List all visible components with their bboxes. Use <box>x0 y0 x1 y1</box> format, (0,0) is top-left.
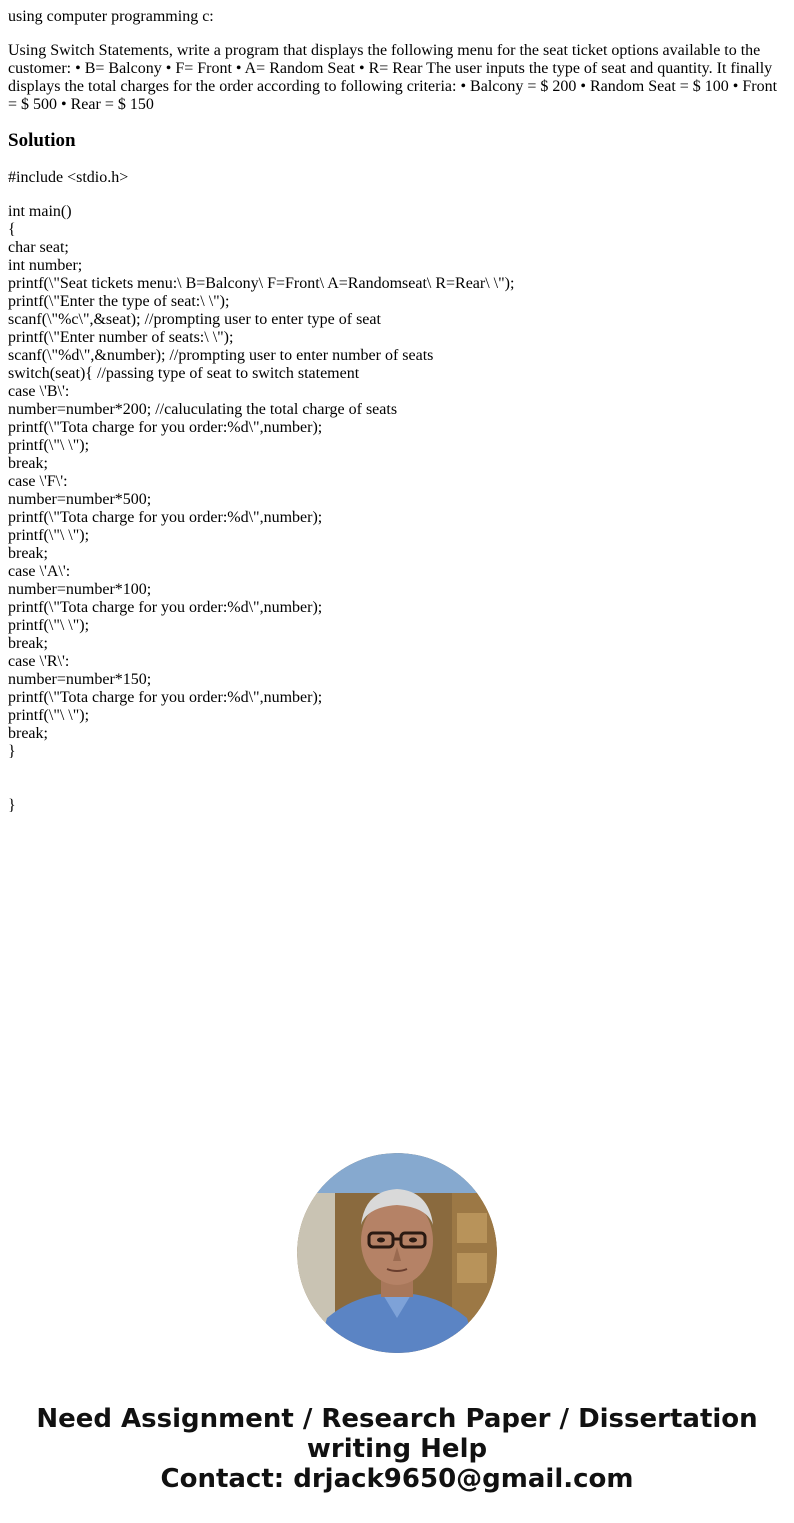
code-line: printf(\"Seat tickets menu:\ B=Balcony\ F=Front\ A=Randomseat\ R=Rear\ \"); <box>8 275 515 292</box>
code-line: } <box>8 743 16 760</box>
code-line: printf(\"Tota charge for you order:%d\",number); <box>8 689 323 706</box>
footer-line-1: Need Assignment / Research Paper / Dissertation <box>36 1404 758 1434</box>
footer-promo <box>0 1404 794 1494</box>
code-line: printf(\"\ \"); <box>8 707 90 724</box>
code-line: int main() <box>8 203 72 220</box>
author-photo-icon <box>297 1153 497 1353</box>
code-line: switch(seat){ //passing type of seat to switch statement <box>8 365 360 382</box>
code-line: printf(\"Enter the type of seat:\ \"); <box>8 293 230 310</box>
code-line: printf(\"Enter number of seats:\ \"); <box>8 329 234 346</box>
code-line: case \'R\': <box>8 653 70 670</box>
code-line: case \'B\': <box>8 383 70 400</box>
code-line: case \'A\': <box>8 563 71 580</box>
code-line: printf(\"\ \"); <box>8 527 90 544</box>
code-line: scanf(\"%d\",&number); //prompting user to enter number of seats <box>8 347 434 364</box>
code-line: printf(\"Tota charge for you order:%d\",number); <box>8 509 323 526</box>
blank-line <box>8 779 786 797</box>
code-line: { <box>8 221 16 238</box>
blank-line <box>8 761 786 779</box>
code-line: number=number*150; <box>8 671 152 688</box>
question-body: Using Switch Statements, write a program that displays the following menu for the seat ticket options available to the customer: • B= Balcony • F= Front • A= Random Seat • R= Rear The user inputs the type of seat and quantity. It finally displays the total charges for the order according to following criteria: • Balcony = $ 200 • Random Seat = $ 100 • Front = $ 500 • Rear = $ 150 <box>8 42 778 113</box>
solution-heading: Solution <box>8 130 76 151</box>
code-line: printf(\"Tota charge for you order:%d\",number); <box>8 419 323 436</box>
code-line: number=number*100; <box>8 581 152 598</box>
footer-line-2: writing Help <box>306 1434 488 1464</box>
code-line: int number; <box>8 257 83 274</box>
code-line: number=number*200; //caluculating the total charge of seats <box>8 401 398 418</box>
code-line: printf(\"Tota charge for you order:%d\",number); <box>8 599 323 616</box>
code-block <box>8 203 786 761</box>
code-line: scanf(\"%c\",&seat); //prompting user to enter type of seat <box>8 311 381 328</box>
code-line: char seat; <box>8 239 69 256</box>
code-line: break; <box>8 635 48 652</box>
avatar <box>297 1153 497 1353</box>
code-line: break; <box>8 455 48 472</box>
code-line: break; <box>8 725 48 742</box>
code-line: printf(\"\ \"); <box>8 437 90 454</box>
closing-brace: } <box>8 797 16 814</box>
include-line: #include <stdio.h> <box>8 169 129 186</box>
code-line: number=number*500; <box>8 491 152 508</box>
code-line: printf(\"\ \"); <box>8 617 90 634</box>
code-line: break; <box>8 545 48 562</box>
question-title: using computer programming c: <box>8 8 214 25</box>
code-line: case \'F\': <box>8 473 68 490</box>
footer-contact: Contact: drjack9650@gmail.com <box>160 1464 634 1494</box>
